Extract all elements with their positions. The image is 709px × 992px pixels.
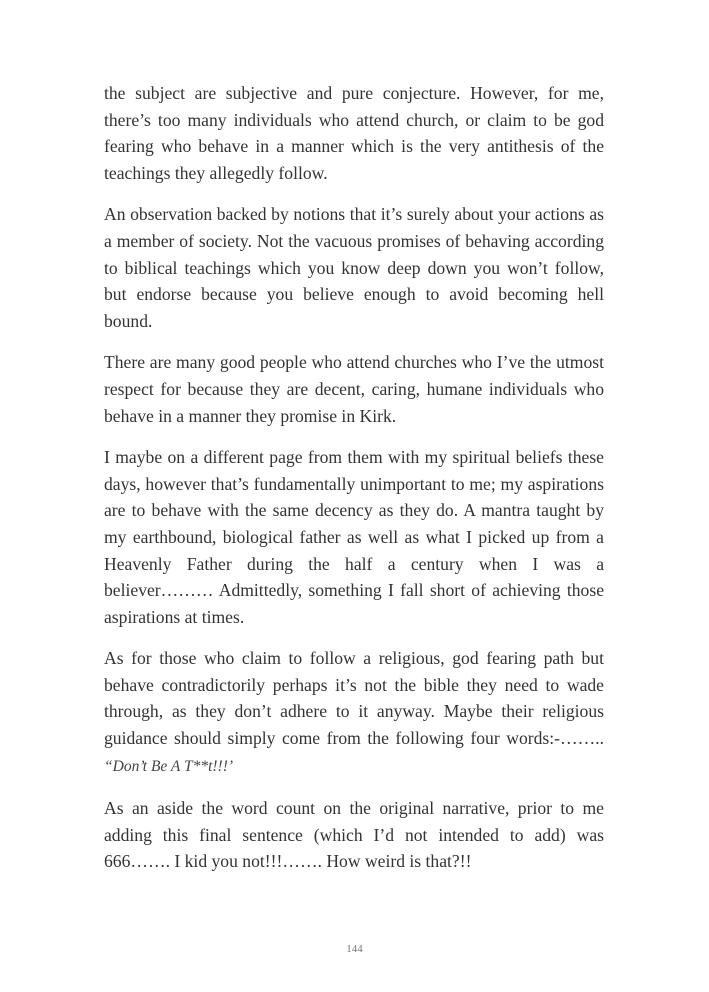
paragraph-3-text: There are many good people who attend churches who I’ve the utmost respect for because they are decent, caring, humane individuals who behave in a manner they promise in Kirk. bbox=[104, 352, 604, 426]
paragraph-6 bbox=[104, 795, 604, 875]
paragraph-3 bbox=[104, 349, 604, 429]
paragraph-5-text: As for those who claim to follow a religious, god fearing path but behave contradictorily perhaps it’s not the bible they need to wade through, as they don’t adhere to it anyway. Maybe their religious guidance should simply come from the following four words:-…….. bbox=[104, 648, 604, 749]
paragraph-4 bbox=[104, 444, 604, 630]
paragraph-2 bbox=[104, 201, 604, 334]
paragraph-6-text: As an aside the word count on the original narrative, prior to me adding this final sentence (which I’d not intended to add) was 666……. I kid you not!!!……. How weird is that?!! bbox=[104, 798, 604, 872]
paragraph-5 bbox=[104, 645, 604, 780]
page-body bbox=[104, 80, 604, 890]
paragraph-1-text: the subject are subjective and pure conjecture. However, for me, there’s too many individuals who attend church, or claim to be god fearing who behave in a manner which is the very antithesis of the teachings they allegedly follow. bbox=[104, 83, 604, 183]
page-number: 144 bbox=[346, 943, 363, 955]
paragraph-4-text: I maybe on a different page from them with my spiritual beliefs these days, however that’s fundamentally unimportant to me; my aspirations are to behave with the same decency as they do. A mantra taught by my earthbound, biological father as well as what I picked up from a Heavenly Father during the half a century when I was a believer……… Admittedly, something I fall short of achieving those aspirations at times. bbox=[104, 447, 604, 627]
italic-quote: “Don’t Be A T**t!!!’ bbox=[104, 757, 234, 775]
paragraph-2-text: An observation backed by notions that it’s surely about your actions as a member of society. Not the vacuous promises of behaving according to biblical teachings which you know deep down you won’t follow, but endorse because you believe enough to avoid becoming hell bound. bbox=[104, 204, 604, 331]
paragraph-1 bbox=[104, 80, 604, 186]
